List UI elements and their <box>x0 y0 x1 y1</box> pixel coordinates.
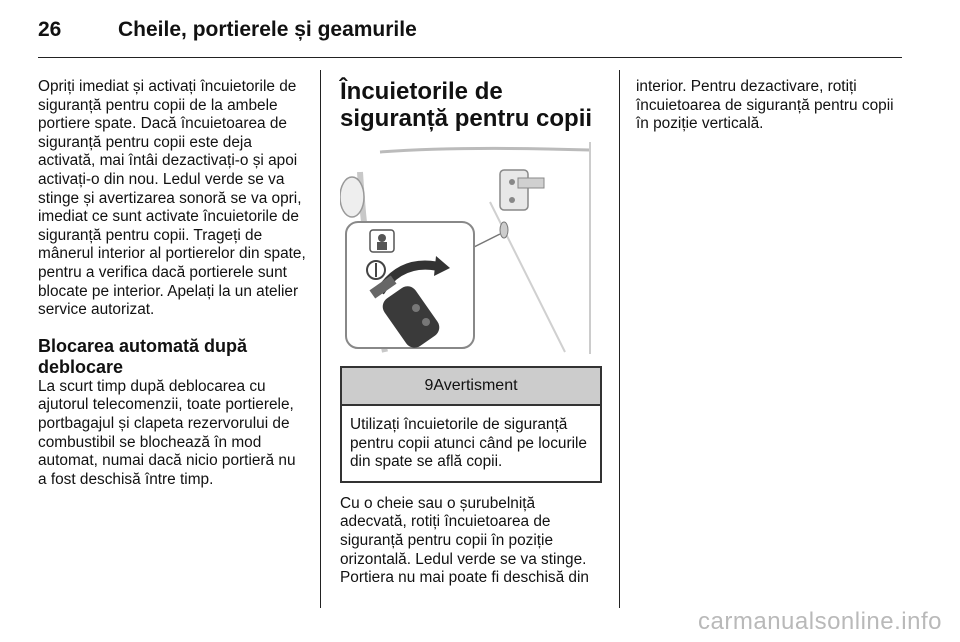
door-lock-diagram <box>340 142 600 354</box>
warning-text: Utilizați încuietorile de siguranță pentru copii atunci când pe locurile din spate se află copii. <box>350 416 587 471</box>
column-2 <box>340 78 602 588</box>
column-divider-1 <box>320 70 321 608</box>
child-lock-illustration <box>340 142 600 354</box>
paragraph-child-lock-activate: Opriți imediat și activați încuietorile de siguranță pentru copii de la ambele portiere spate. Dacă încuietoarea de siguranță pentru copii este deja activată, mai întâi dezactivați-o și apoi activați-o din nou. Ledul verde se va stinge și avertizarea sonoră se va opri, imediat ce sunt activate încuietorile de siguranță pentru copii. Trageți de mânerul interior al portierelor din spate, pentru a verifica dacă portierele sunt blocate pe interior. Apelați la un atelier service autorizat. <box>38 78 306 319</box>
header-rule <box>38 57 902 58</box>
heading-auto-lock: Blocarea automată după deblocare <box>38 335 248 377</box>
column-1 <box>38 78 306 489</box>
chapter-title: Cheile, portierele și geamurile <box>118 18 417 41</box>
page-number: 26 <box>38 18 62 41</box>
paragraph-child-lock-deactivate: interior. Pentru dezactivare, rotiți încuietoarea de siguranță pentru copii în poziție verticală. <box>636 78 894 133</box>
paragraph-auto-lock: La scurt timp după deblocarea cu ajutorul telecomenzii, toate portierele, portbagajul și clapeta rezervorului de combustibil se blochează în mod automat, numai dacă nicio portieră nu a fost deschisă între timp. <box>38 377 296 488</box>
paragraph-child-lock-turn: Cu o cheie sau o șurubelniță adecvată, rotiți încuietoarea de siguranță pentru copii în poziție orizontală. Ledul verde se va stinge. Portiera nu mai poate fi deschisă din <box>340 494 589 587</box>
heading-child-locks: Încuietorile de siguranță pentru copii <box>340 78 593 132</box>
column-3 <box>636 78 904 134</box>
warning-icon: 9 <box>424 376 434 394</box>
watermark: carmanualsonline.info <box>698 608 942 635</box>
warning-header <box>342 368 600 406</box>
page-header <box>38 18 902 58</box>
warning-box <box>340 366 602 483</box>
warning-title: Avertisment <box>433 376 518 394</box>
column-divider-2 <box>619 70 620 608</box>
